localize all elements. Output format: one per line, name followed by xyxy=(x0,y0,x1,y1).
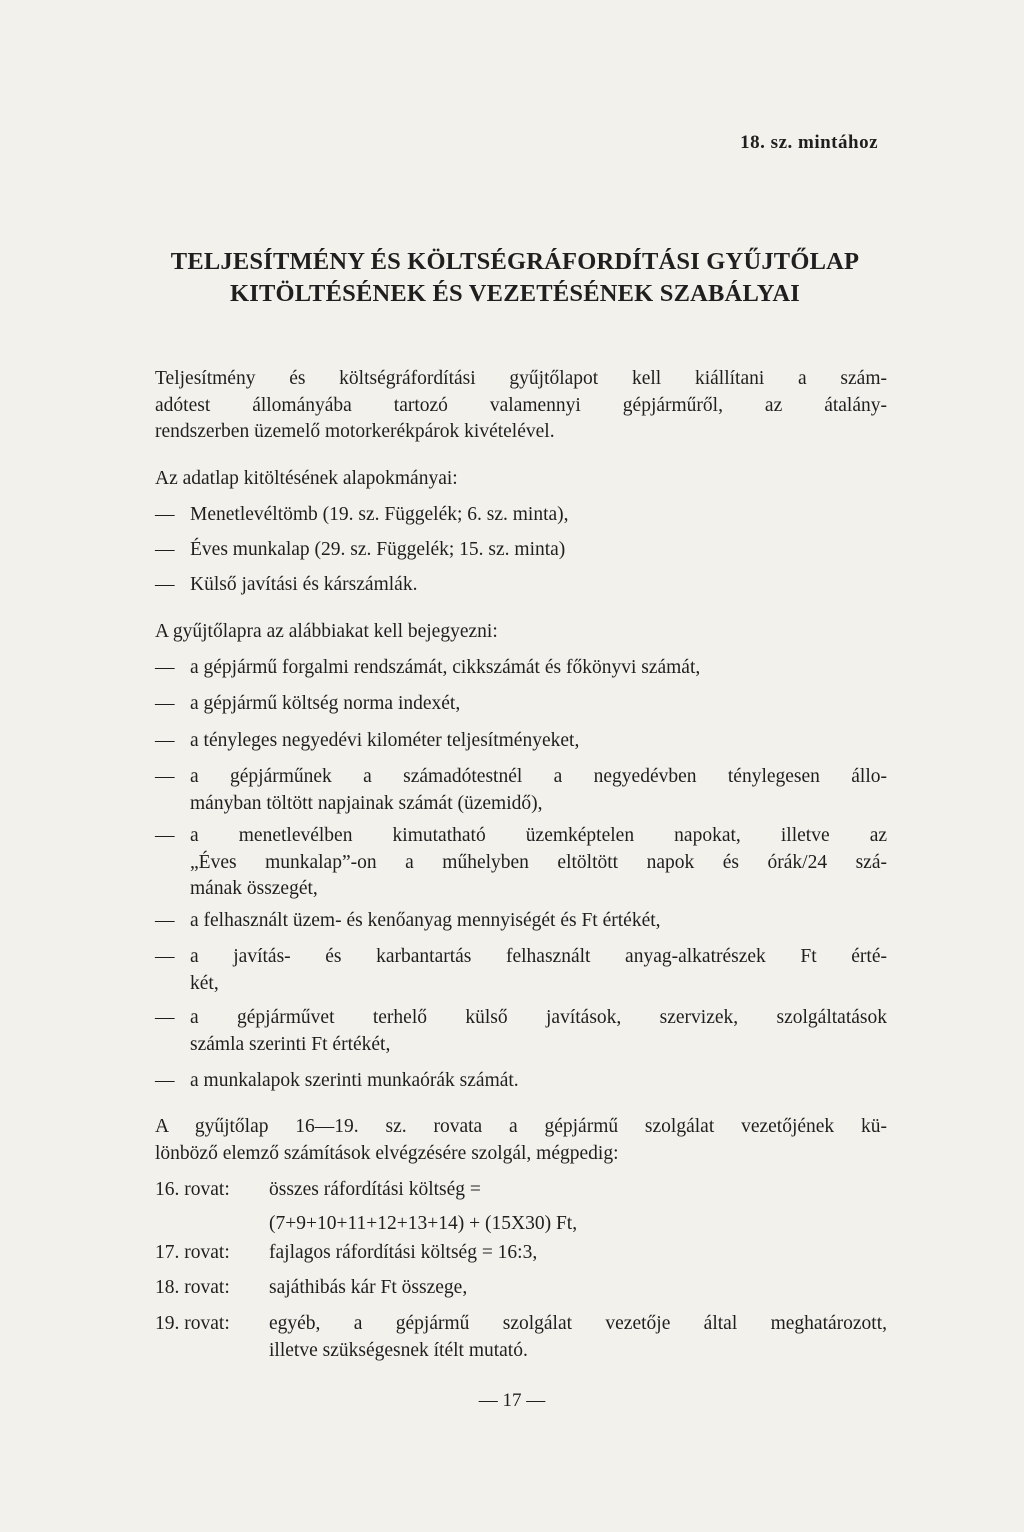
source-text: Menetlevéltömb (19. sz. Függelék; 6. sz. minta), xyxy=(190,504,569,525)
entry-line: a javítás- és karbantartás felhasznált anyag-alkatrészek Ft érté- xyxy=(190,946,887,967)
title-line-2: KITÖLTÉSÉNEK ÉS VEZETÉSÉNEK SZABÁLYAI xyxy=(229,280,801,307)
source-text: Külső javítási és kárszámlák. xyxy=(190,574,418,595)
entry-line: a munkalapok szerinti munkaórák számát. xyxy=(190,1070,519,1091)
intro-line-2: adótest állományába tartozó valamennyi gépjárműről, az átalány- xyxy=(155,394,887,416)
entry-line: a gépjárművet terhelő külső javítások, szervizek, szolgáltatások xyxy=(190,1007,887,1028)
entry-item xyxy=(155,1005,887,1058)
entry-item xyxy=(155,728,887,755)
entry-item xyxy=(155,764,887,817)
entry-line: a tényleges negyedévi kilométer teljesítményeket, xyxy=(190,730,580,751)
entry-line: a menetlevélben kimutatható üzemképtelen napokat, illetve az xyxy=(190,825,887,846)
source-item xyxy=(155,572,887,599)
rovat-item xyxy=(155,1275,887,1302)
rovat-desc: sajáthibás kár Ft összege, xyxy=(269,1277,468,1298)
document-title xyxy=(120,246,910,310)
entry-item xyxy=(155,823,887,903)
page-number: — 17 — xyxy=(478,1390,546,1411)
entry-line: a felhasznált üzem- és kenőanyag mennyiségét és Ft értékét, xyxy=(190,910,661,931)
rovat-intro-line-1: A gyűjtőlap 16—19. sz. rovata a gépjármű szolgálat vezetőjének kü- xyxy=(155,1116,887,1137)
rovat-desc: összes ráfordítási költség = xyxy=(269,1179,481,1200)
rovat-label: 17. rovat: xyxy=(155,1242,230,1263)
intro-line-1: Teljesítmény és költségráfordítási gyűjtőlapot kell kiállítani a szám- xyxy=(155,368,887,389)
rovat-desc: illetve szükségesnek ítélt mutató. xyxy=(269,1339,528,1361)
form-reference: 18. sz. mintához xyxy=(740,132,878,153)
entry-item xyxy=(155,655,887,682)
entry-line: a gépjármű költség norma indexét, xyxy=(190,693,461,714)
dash-marker: — xyxy=(155,766,175,787)
dash-marker: — xyxy=(155,539,175,560)
sources-heading: Az adatlap kitöltésének alapokmányai: xyxy=(155,468,458,489)
intro-line-3: rendszerben üzemelő motorkerékpárok kivételével. xyxy=(155,421,555,442)
rovat-intro-line-2: lönböző elemző számítások elvégzésére szolgál, mégpedig: xyxy=(155,1142,619,1164)
source-text: Éves munkalap (29. sz. Függelék; 15. sz. minta) xyxy=(190,539,566,560)
rovat-item xyxy=(155,1311,887,1364)
entry-line: mának összegét, xyxy=(190,878,318,899)
rovat-label: 16. rovat: xyxy=(155,1179,230,1200)
intro-paragraph xyxy=(155,366,887,446)
entry-line: „Éves munkalap”-on a műhelyben eltöltött napok és órák/24 szá- xyxy=(190,851,887,873)
title-line-1: TELJESÍTMÉNY ÉS KÖLTSÉGRÁFORDÍTÁSI GYŰJTŐLAP xyxy=(170,248,860,275)
entry-line: két, xyxy=(190,972,219,994)
rovat-label: 19. rovat: xyxy=(155,1313,230,1334)
rovat-item xyxy=(155,1177,887,1237)
dash-marker: — xyxy=(155,825,175,846)
source-item xyxy=(155,502,887,529)
rovat-desc: fajlagos ráfordítási költség = 16:3, xyxy=(269,1242,538,1263)
dash-marker: — xyxy=(155,1070,175,1091)
dash-marker: — xyxy=(155,574,175,595)
entry-line: mányban töltött napjainak számát (üzemidő), xyxy=(190,792,543,814)
entry-line: számla szerinti Ft értékét, xyxy=(190,1033,391,1055)
entries-heading: A gyűjtőlapra az alábbiakat kell bejegyezni: xyxy=(155,621,498,642)
entry-item xyxy=(155,1068,887,1095)
dash-marker: — xyxy=(155,504,175,525)
entry-line: a gépjármű forgalmi rendszámát, cikkszámát és főkönyvi számát, xyxy=(190,657,701,678)
dash-marker: — xyxy=(155,693,175,714)
dash-marker: — xyxy=(155,946,175,967)
entry-line: a gépjárműnek a számadótestnél a negyedévben ténylegesen állo- xyxy=(190,766,887,787)
dash-marker: — xyxy=(155,730,175,751)
source-item xyxy=(155,537,887,564)
entry-item xyxy=(155,691,887,718)
dash-marker: — xyxy=(155,1007,175,1028)
dash-marker: — xyxy=(155,657,175,678)
rovat-label: 18. rovat: xyxy=(155,1277,230,1298)
rovat-desc: (7+9+10+11+12+13+14) + (15X30) Ft, xyxy=(269,1212,578,1234)
rovat-item xyxy=(155,1240,887,1267)
rovat-desc: egyéb, a gépjármű szolgálat vezetője által meghatározott, xyxy=(269,1313,887,1334)
entry-item xyxy=(155,944,887,997)
entry-item xyxy=(155,908,887,935)
rovat-intro-paragraph xyxy=(155,1114,887,1167)
dash-marker: — xyxy=(155,910,175,931)
